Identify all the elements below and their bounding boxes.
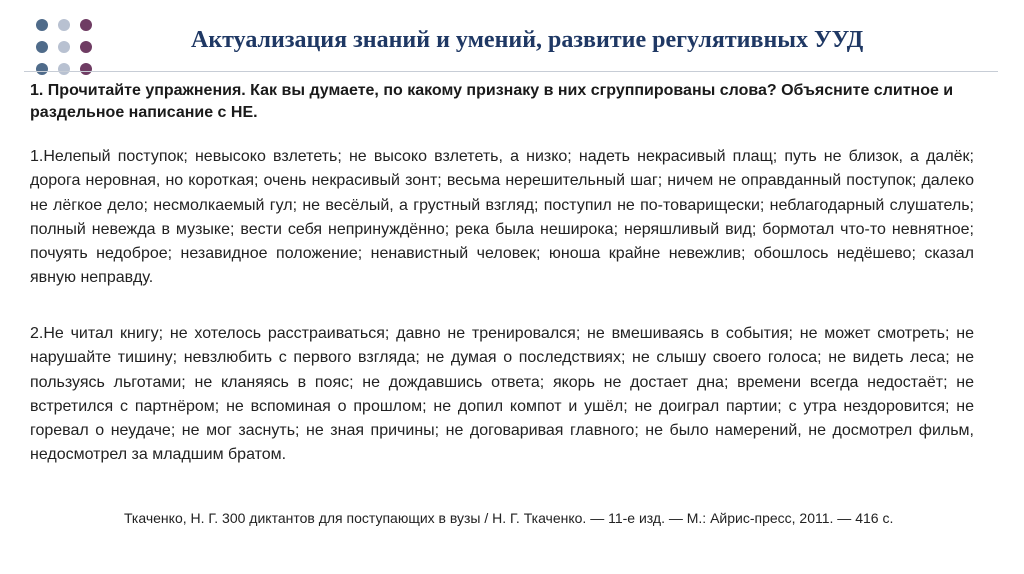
dot-decoration: [36, 41, 48, 53]
title-divider: [24, 71, 998, 72]
dot-decoration: [80, 41, 92, 53]
slide-title: Актуализация знаний и умений, развитие регулятивных УУД: [191, 27, 864, 53]
dot-decoration: [80, 63, 92, 75]
dot-decoration: [58, 41, 70, 53]
exercise-1-text: 1.Нелепый поступок; невысоко взлететь; не высоко взлететь, а низко; надеть некрасивый плащ; путь не близок, а далёк; дорога неровная, но короткая; очень некрасивый зонт; весьма нерешительный шаг; ничем не оправданный поступок; далеко не лёгкое дело; несмолкаемый гул; не весёлый, а грустный взгляд; поступил не по-товарищески; неблагодарный слушатель; полный невежда в музыке; вести себя непринуждённо; река была неширока; неряшливый вид; бормотал что-то невнятное; почуять недоброе; незавидное положение; ненавистный человек; юноша крайне невежлив; обошлось недёшево; сказал явную неправду.: [30, 148, 974, 287]
decorative-dot-grid: [36, 19, 92, 75]
dot-decoration: [36, 19, 48, 31]
exercise-2-text: 2.Не читал книгу; не хотелось расстраиваться; давно не тренировался; не вмешиваясь в события; не может смотреть; не нарушайте тишину; невзлюбить с первого взгляда; не думая о последствиях; не слышу своего голоса; не видеть леса; не пользуясь льготами; не кланяясь в пояс; не дождавшись ответа; якорь не достает дна; времени всегда недостаёт; не встретился с партнёром; не вспоминая о прошлом; не допил компот и ушёл; не доиграл партии; с утра нездоровится; не горевал о неудаче; не мог заснуть; не зная причины; не договаривая главного; не было намерений, не досмотрел фильм, недосмотрел за младшим братом.: [30, 325, 974, 464]
task-instruction: 1. Прочитайте упражнения. Как вы думаете, по какому признаку в них сгруппированы слова? Объясните слитное и раздельное написание с НЕ.: [30, 82, 954, 121]
dot-decoration: [36, 63, 48, 75]
source-citation: Ткаченко, Н. Г. 300 диктантов для поступающих в вузы / Н. Г. Ткаченко. — 11-е изд. — М.: Айрис-пресс, 2011. — 416 с.: [124, 510, 894, 526]
dot-decoration: [80, 19, 92, 31]
dot-decoration: [58, 63, 70, 75]
dot-decoration: [58, 19, 70, 31]
